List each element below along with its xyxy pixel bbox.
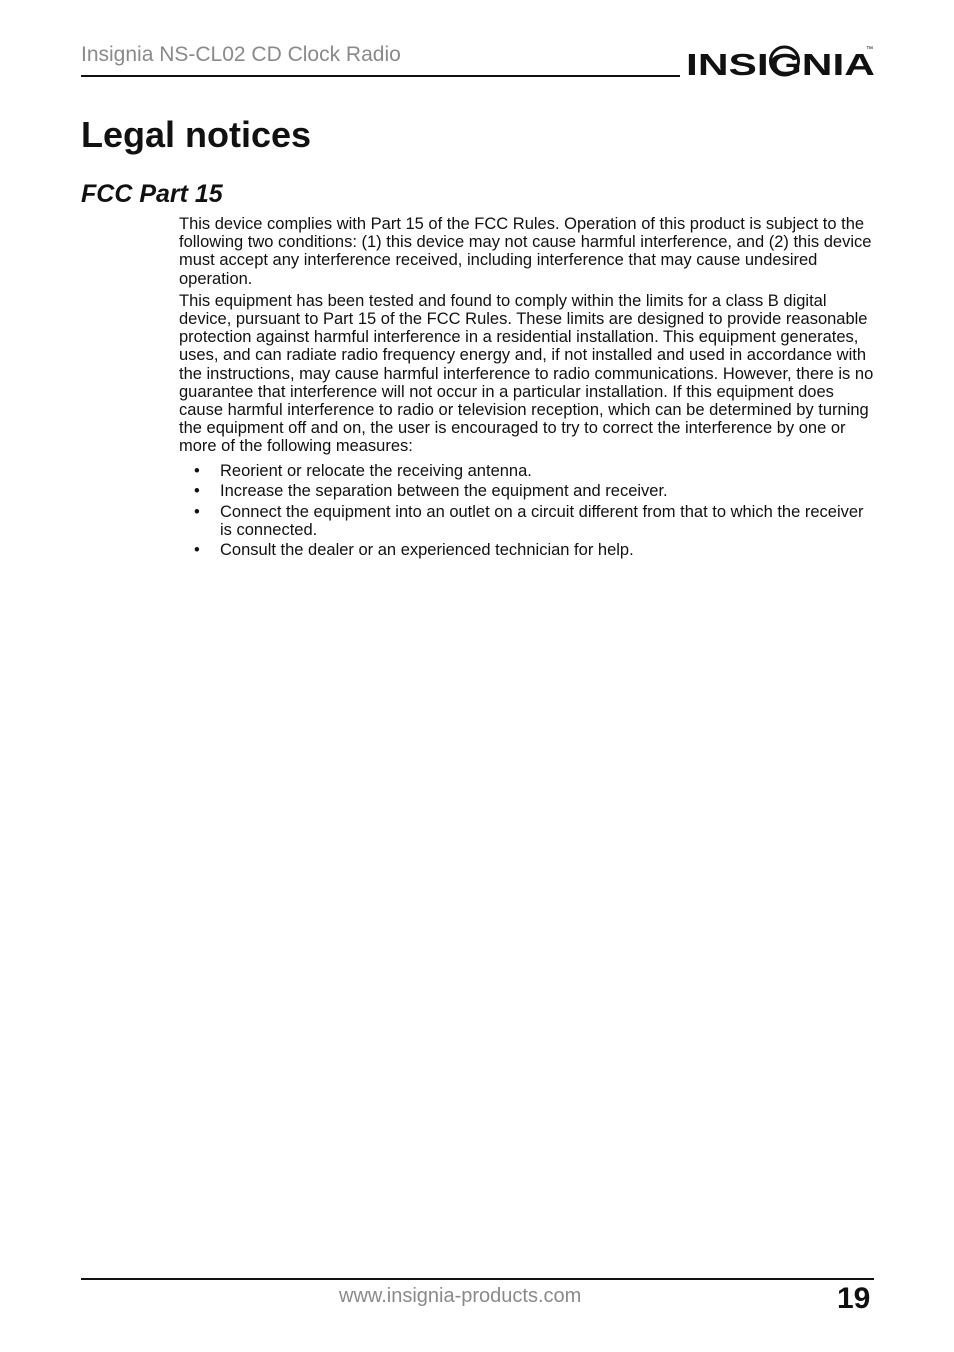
footer-url: www.insignia-products.com: [339, 1285, 582, 1307]
list-item: [179, 503, 879, 539]
section-title: FCC Part 15: [81, 180, 223, 208]
bullet-icon: •: [194, 502, 200, 521]
list-item: [179, 462, 879, 480]
list-item-text: Increase the separation between the equipment and receiver.: [220, 482, 668, 501]
bullet-icon: •: [194, 482, 200, 501]
body-text: [179, 215, 879, 562]
list-item-text: Consult the dealer or an experienced technician for help.: [220, 541, 634, 560]
document-title: Insignia NS-CL02 CD Clock Radio: [81, 43, 401, 66]
measures-list: [179, 462, 879, 560]
bullet-icon: •: [194, 461, 200, 480]
paragraph: This device complies with Part 15 of the FCC Rules. Operation of this product is subject to the following two conditions: (1) this device may not cause harmful interference, and (2) this device must accept any interference received, including interference that may cause undesired operation.: [179, 215, 872, 288]
brand-wordmark: INSIGNIA: [686, 47, 875, 82]
list-item: [179, 482, 879, 500]
page-title: Legal notices: [81, 114, 312, 155]
header-rule: [81, 75, 680, 77]
paragraph: This equipment has been tested and found to comply within the limits for a class B digital device, pursuant to Part 15 of the FCC Rules. These limits are designed to provide reasonable protection against harmful interference in a residential installation. This equipment generates, uses, and can radiate radio frequency energy and, if not installed and used in accordance with the instructions, may cause harmful interference to radio communications. However, there is no guarantee that interference will not occur in a particular installation. If this equipment does cause harmful interference to radio or television reception, which can be determined by turning the equipment off and on, the user is encouraged to try to correct the interference by one or more of the following measures:: [179, 291, 874, 456]
footer-rule: [81, 1278, 874, 1280]
list-item-text: Reorient or relocate the receiving antenna.: [220, 461, 532, 480]
trademark-symbol: ™: [866, 46, 873, 53]
list-item: [179, 541, 879, 559]
page-number: 19: [837, 1282, 871, 1315]
insignia-logo: [686, 34, 878, 88]
list-item-text: Connect the equipment into an outlet on a circuit different from that to which the receiver is connected.: [220, 502, 864, 539]
bullet-icon: •: [194, 541, 200, 560]
